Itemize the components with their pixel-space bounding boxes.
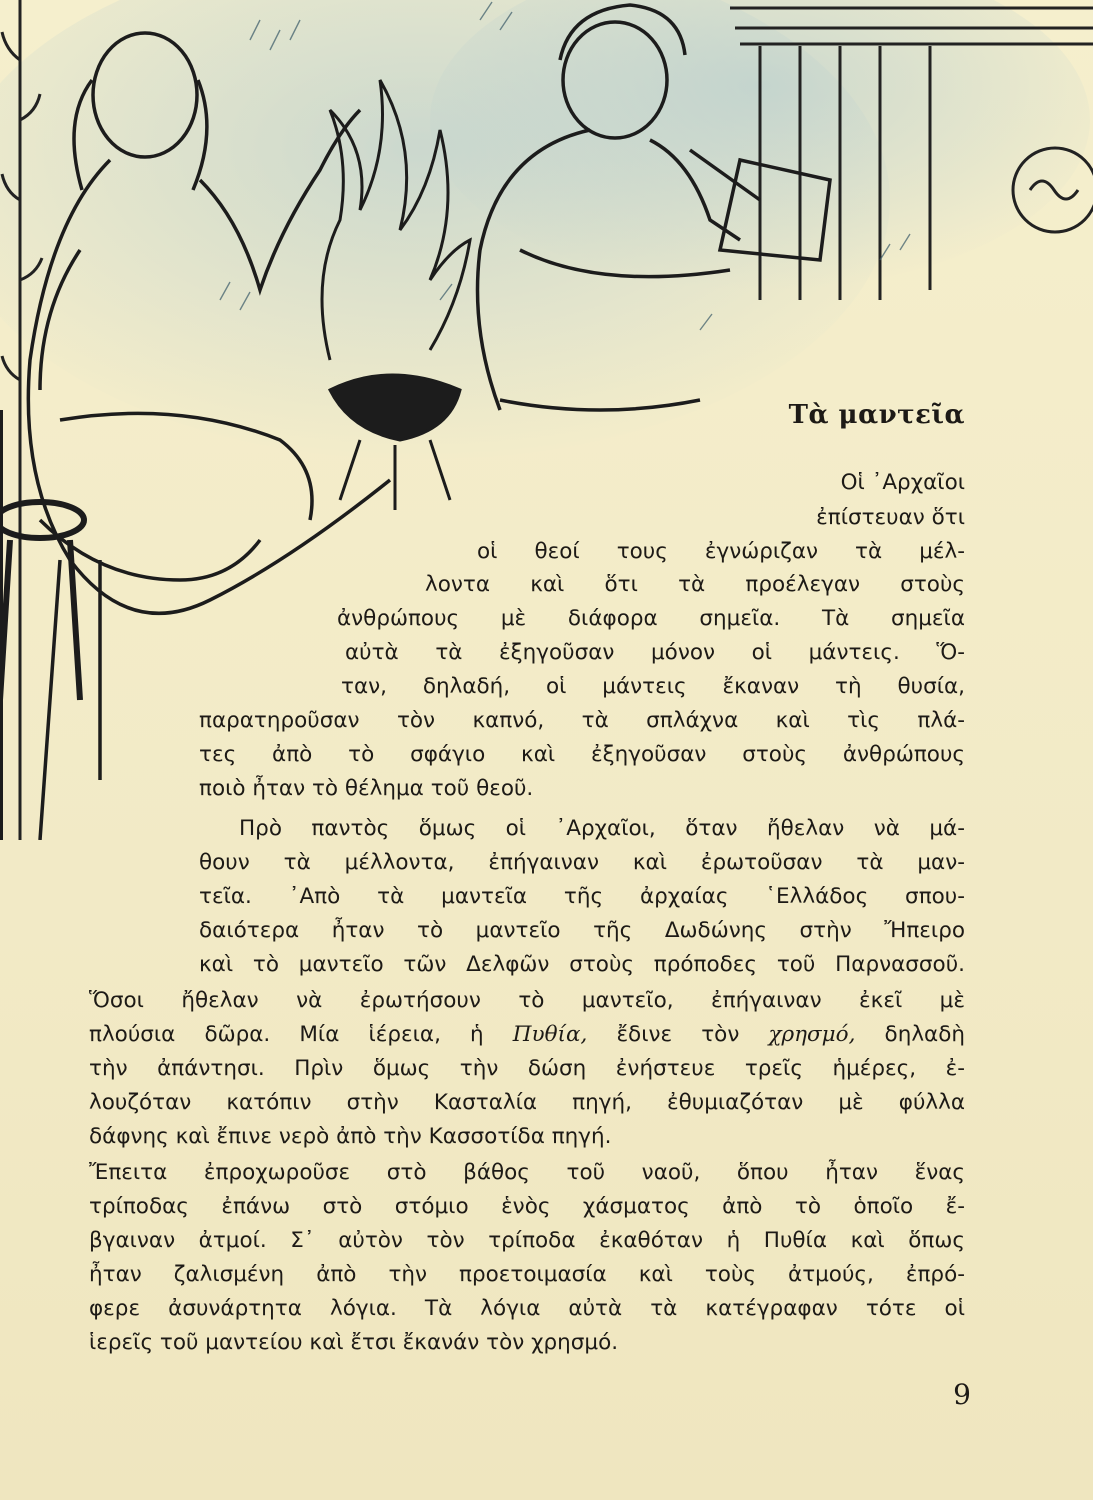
- text-line: ἱερεῖς τοῦ μαντείου καὶ ἔτσι ἔκανάν τὸν χρησμό.: [89, 1330, 619, 1355]
- text-line: Πρὸ παντὸς ὅμως οἱ ᾿Αρχαῖοι, ὅταν ἤθελαν νὰ μά-: [239, 816, 965, 841]
- page-number: 9: [953, 1378, 971, 1411]
- text-line: ποιὸ ἦταν τὸ θέλημα τοῦ θεοῦ.: [199, 776, 534, 801]
- text-line: ταν, δηλαδή, οἱ μάντεις ἔκαναν τὴ θυσία,: [341, 674, 965, 699]
- text-line: Οἱ ᾿Αρχαῖοι: [840, 470, 965, 495]
- text-line: παρατηροῦσαν τὸν καπνό, τὰ σπλάχνα καὶ τὶς πλά-: [199, 708, 965, 733]
- text-line: [89, 1022, 965, 1047]
- line-text: δηλαδὴ: [855, 1022, 966, 1047]
- text-line: ἦταν ζαλισμένη ἀπὸ τὴν προετοιμασία καὶ τοὺς ἀτμούς, ἐπρό-: [89, 1262, 965, 1287]
- text-line: λουζόταν κατόπιν στὴν Κασταλία πηγή, ἐθυμιαζόταν μὲ φύλλα: [89, 1090, 965, 1115]
- text-line: δάφνης καὶ ἔπινε νερὸ ἀπὸ τὴν Κασσοτίδα πηγή.: [89, 1124, 612, 1149]
- text-line: τὴν ἀπάντησι. Πρὶν ὅμως τὴν δώση ἐνήστευε τρεῖς ἡμέρες, ἐ-: [89, 1056, 965, 1081]
- text-line: Ἔπειτα ἐπροχωροῦσε στὸ βάθος τοῦ ναοῦ, ὅπου ἦταν ἕνας: [89, 1160, 965, 1185]
- text-line: καὶ τὸ μαντεῖο τῶν Δελφῶν στοὺς πρόποδες τοῦ Παρνασσοῦ.: [199, 952, 965, 977]
- text-line: τες ἀπὸ τὸ σφάγιο καὶ ἐξηγοῦσαν στοὺς ἀνθρώπους: [199, 742, 965, 767]
- section-title: Τὰ μαντεῖα: [788, 400, 965, 430]
- text-line: δαιότερα ἦταν τὸ μαντεῖο τῆς Δωδώνης στὴν Ἤπειρο: [199, 918, 965, 943]
- italic-term-oracle: χρησμό,: [768, 1022, 856, 1047]
- text-line: αὐτὰ τὰ ἐξηγοῦσαν μόνον οἱ μάντεις. Ὅ-: [345, 640, 965, 665]
- line-text: πλούσια δῶρα. Μία ἱέρεια, ἡ: [89, 1022, 513, 1047]
- text-line: Ὅσοι ἤθελαν νὰ ἐρωτήσουν τὸ μαντεῖο, ἐπήγαιναν ἐκεῖ μὲ: [89, 988, 965, 1013]
- text-line: τρίποδας ἐπάνω στὸ στόμιο ἑνὸς χάσματος ἀπὸ τὸ ὁποῖο ἔ-: [89, 1194, 965, 1219]
- text-line: τεῖα. ᾿Απὸ τὰ μαντεῖα τῆς ἀρχαίας ῾Ελλάδος σπου-: [199, 884, 965, 909]
- text-line: ἐπίστευαν ὅτι: [816, 505, 965, 530]
- text-line: βγαιναν ἀτμοί. Σ᾿ αὐτὸν τὸν τρίποδα ἐκαθόταν ἡ Πυθία καὶ ὅπως: [89, 1228, 965, 1253]
- text-line: φερε ἀσυνάρτητα λόγια. Τὰ λόγια αὐτὰ τὰ κατέγραφαν τότε οἱ: [89, 1296, 965, 1321]
- text-line: ἀνθρώπους μὲ διάφορα σημεῖα. Τὰ σημεῖα: [337, 606, 965, 631]
- line-text: ἔδινε τὸν: [587, 1022, 769, 1047]
- italic-term-pythia: Πυθία,: [512, 1022, 588, 1047]
- text-line: θουν τὰ μέλλοντα, ἐπήγαιναν καὶ ἐρωτοῦσαν τὰ μαν-: [199, 850, 965, 875]
- text-line: λοντα καὶ ὅτι τὰ προέλεγαν στοὺς: [425, 572, 965, 597]
- text-line: οἱ θεοί τους ἐγνώριζαν τὰ μέλ-: [477, 539, 965, 564]
